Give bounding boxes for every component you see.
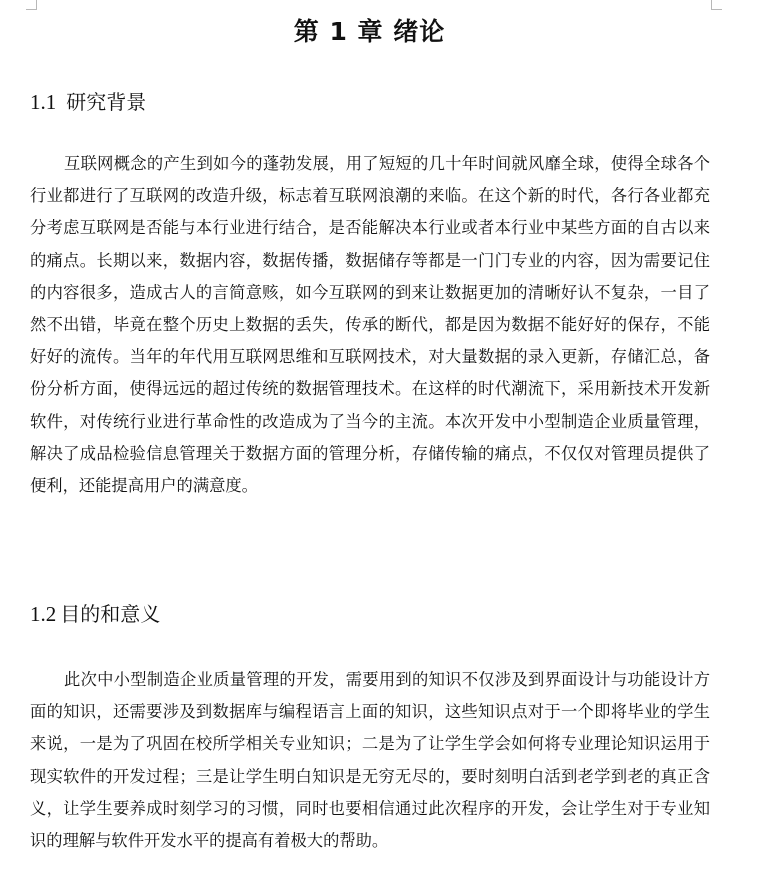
- section-heading-purpose: [30, 598, 160, 627]
- margin-corner-mark-right: [711, 0, 722, 10]
- body-paragraph-background: 互联网概念的产生到如今的蓬勃发展，用了短短的几十年时间就风靡全球，使得全球各个行业都进行了互联网的改造升级，标志着互联网浪潮的来临。在这个新的时代，各行各业都充分考虑互联网是否能与本行业进行结合，是否能解决本行业或者本行业中某些方面的自古以来的痛点。长期以来，数据内容，数据传播，数据储存等都是一门门专业的内容，因为需要记住的内容很多，造成古人的言简意赅，如今互联网的到来让数据更加的清晰好认不复杂，一目了然不出错，毕竟在整个历史上数据的丢失，传承的断代，都是因为数据不能好好的保存，不能好好的流传。当年的年代用互联网思维和互联网技术，对大量数据的录入更新，存储汇总，备份分析方面，使得远远的超过传统的数据管理技术。在这样的时代潮流下，采用新技术开发新软件，对传统行业进行革命性的改造成为了当今的主流。本次开发中小型制造企业质量管理，解决了成品检验信息管理关于数据方面的管理分析，存储传输的痛点，不仅仅对管理员提供了便利，还能提高用户的满意度。: [30, 154, 710, 496]
- chapter-title: 第 1 章 绪论: [293, 17, 446, 46]
- body-paragraph-purpose: 此次中小型制造企业质量管理的开发，需要用到的知识不仅涉及到界面设计与功能设计方面的知识，还需要涉及到数据库与编程语言上面的知识，这些知识点对于一个即将毕业的学生来说，一是为了巩固在校所学相关专业知识；二是为了让学生学会如何将专业理论知识运用于现实软件的开发过程；三是让学生明白知识是无穷无尽的，要时刻明白活到老学到老的真正含义，让学生要养成时刻学习的习惯，同时也要相信通过此次程序的开发，会让学生对于专业知识的理解与软件开发水平的提高有着极大的帮助。: [30, 670, 710, 851]
- section-heading-background: [30, 86, 146, 115]
- margin-corner-mark-left: [26, 0, 37, 10]
- section-title: 研究背景: [66, 90, 147, 114]
- section-number: 1.1: [30, 90, 57, 114]
- section-title: 目的和意义: [60, 602, 161, 626]
- section-number: 1.2: [30, 602, 57, 626]
